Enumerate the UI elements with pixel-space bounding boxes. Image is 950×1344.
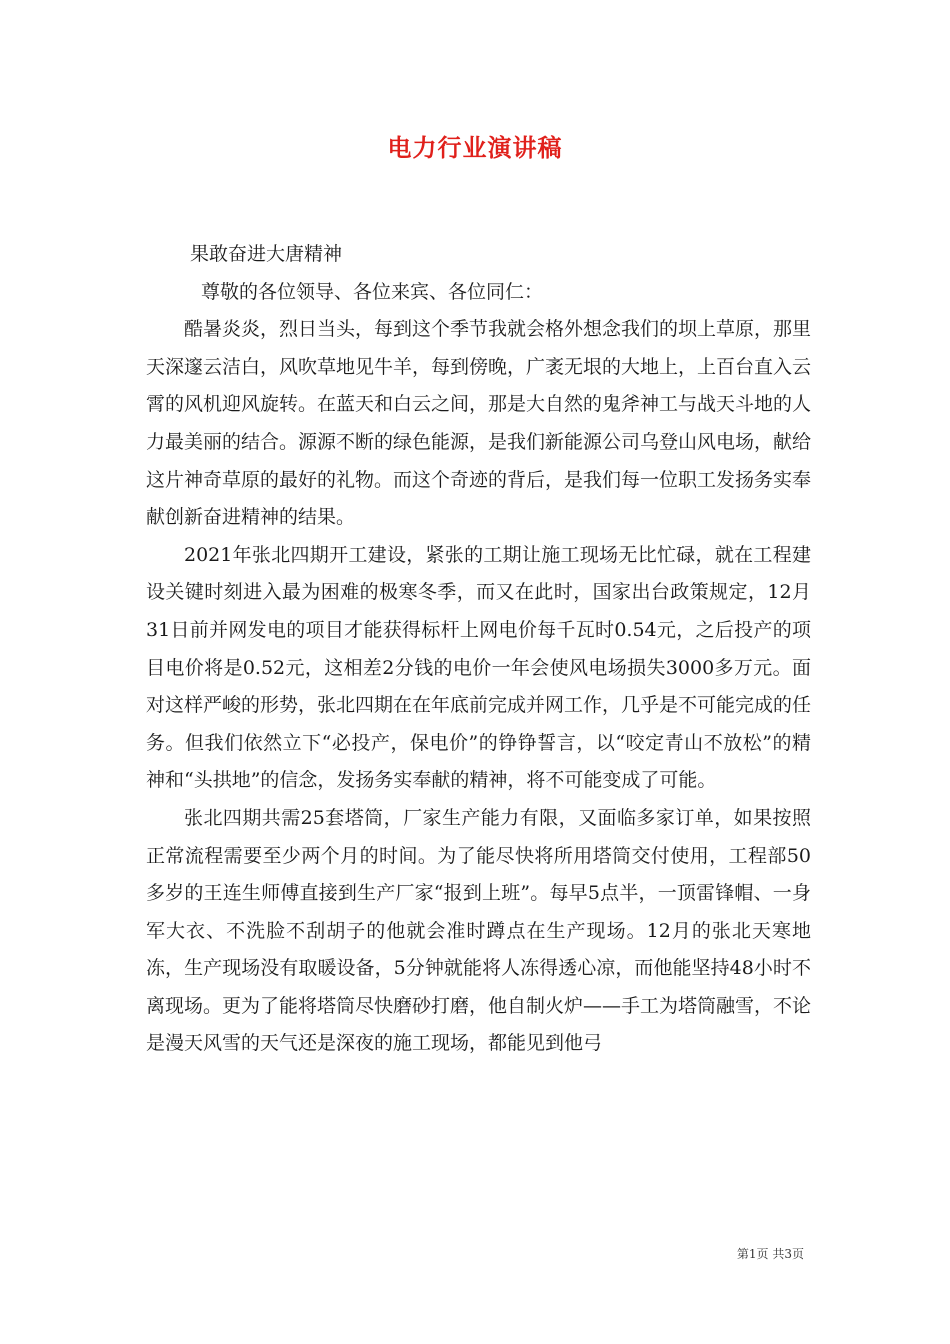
document-body xyxy=(146,236,811,1063)
subtitle: 果敢奋进大唐精神 xyxy=(190,243,343,265)
paragraph-2: 2021年张北四期开工建设，紧张的工期让施工现场无比忙碌，就在工程建设关键时刻进入最为困难的极寒冬季，而又在此时，国家出台政策规定，12月31日前并网发电的项目才能获得标杆上网电价每千瓦时0.54元，之后投产的项目电价将是0.52元，这相差2分钱的电价一年会使风电场损失3000多万元。面对这样严峻的形势，张北四期在在年底前完成并网工作，几乎是不可能完成的任务。但我们依然立下“必投产，保电价”的铮铮誓言，以“咬定青山不放松”的精神和“头拱地”的信念，发扬务实奉献的精神，将不可能变成了可能。 xyxy=(146,543,812,792)
page-title: 电力行业演讲稿 xyxy=(387,134,563,162)
paragraph-3: 张北四期共需25套塔筒，厂家生产能力有限，又面临多家订单，如果按照正常流程需要至少两个月的时间。为了能尽快将所用塔筒交付使用，工程部50多岁的王连生师傅直接到生产厂家“报到上班”。每早5点半，一顶雷锋帽、一身军大衣、不洗脸不刮胡子的他就会准时蹲点在生产现场。12月的张北天寒地冻，生产现场没有取暖设备，5分钟就能将人冻得透心凉，而他能坚持48小时不离现场。更为了能将塔筒尽快磨砂打磨，他自制火炉——手工为塔筒融雪，不论是漫天风雪的天气还是深夜的施工现场，都能见到他弓 xyxy=(146,806,812,1055)
greeting: 尊敬的各位领导、各位来宾、各位同仁： xyxy=(201,280,544,303)
page-number: 第1页 共3页 xyxy=(736,1247,804,1261)
paragraph-1: 酷暑炎炎，烈日当头，每到这个季节我就会格外想念我们的坝上草原，那里天深邃云洁白，风吹草地见牛羊，每到傍晚，广袤无垠的大地上，上百台直入云霄的风机迎风旋转。在蓝天和白云之间，那是大自然的鬼斧神工与战天斗地的人力最美丽的结合。源源不断的绿色能源，是我们新能源公司乌登山风电场，献给这片神奇草原的最好的礼物。而这个奇迹的背后，是我们每一位职工发扬务实奉献创新奋进精神的结果。 xyxy=(146,318,812,529)
